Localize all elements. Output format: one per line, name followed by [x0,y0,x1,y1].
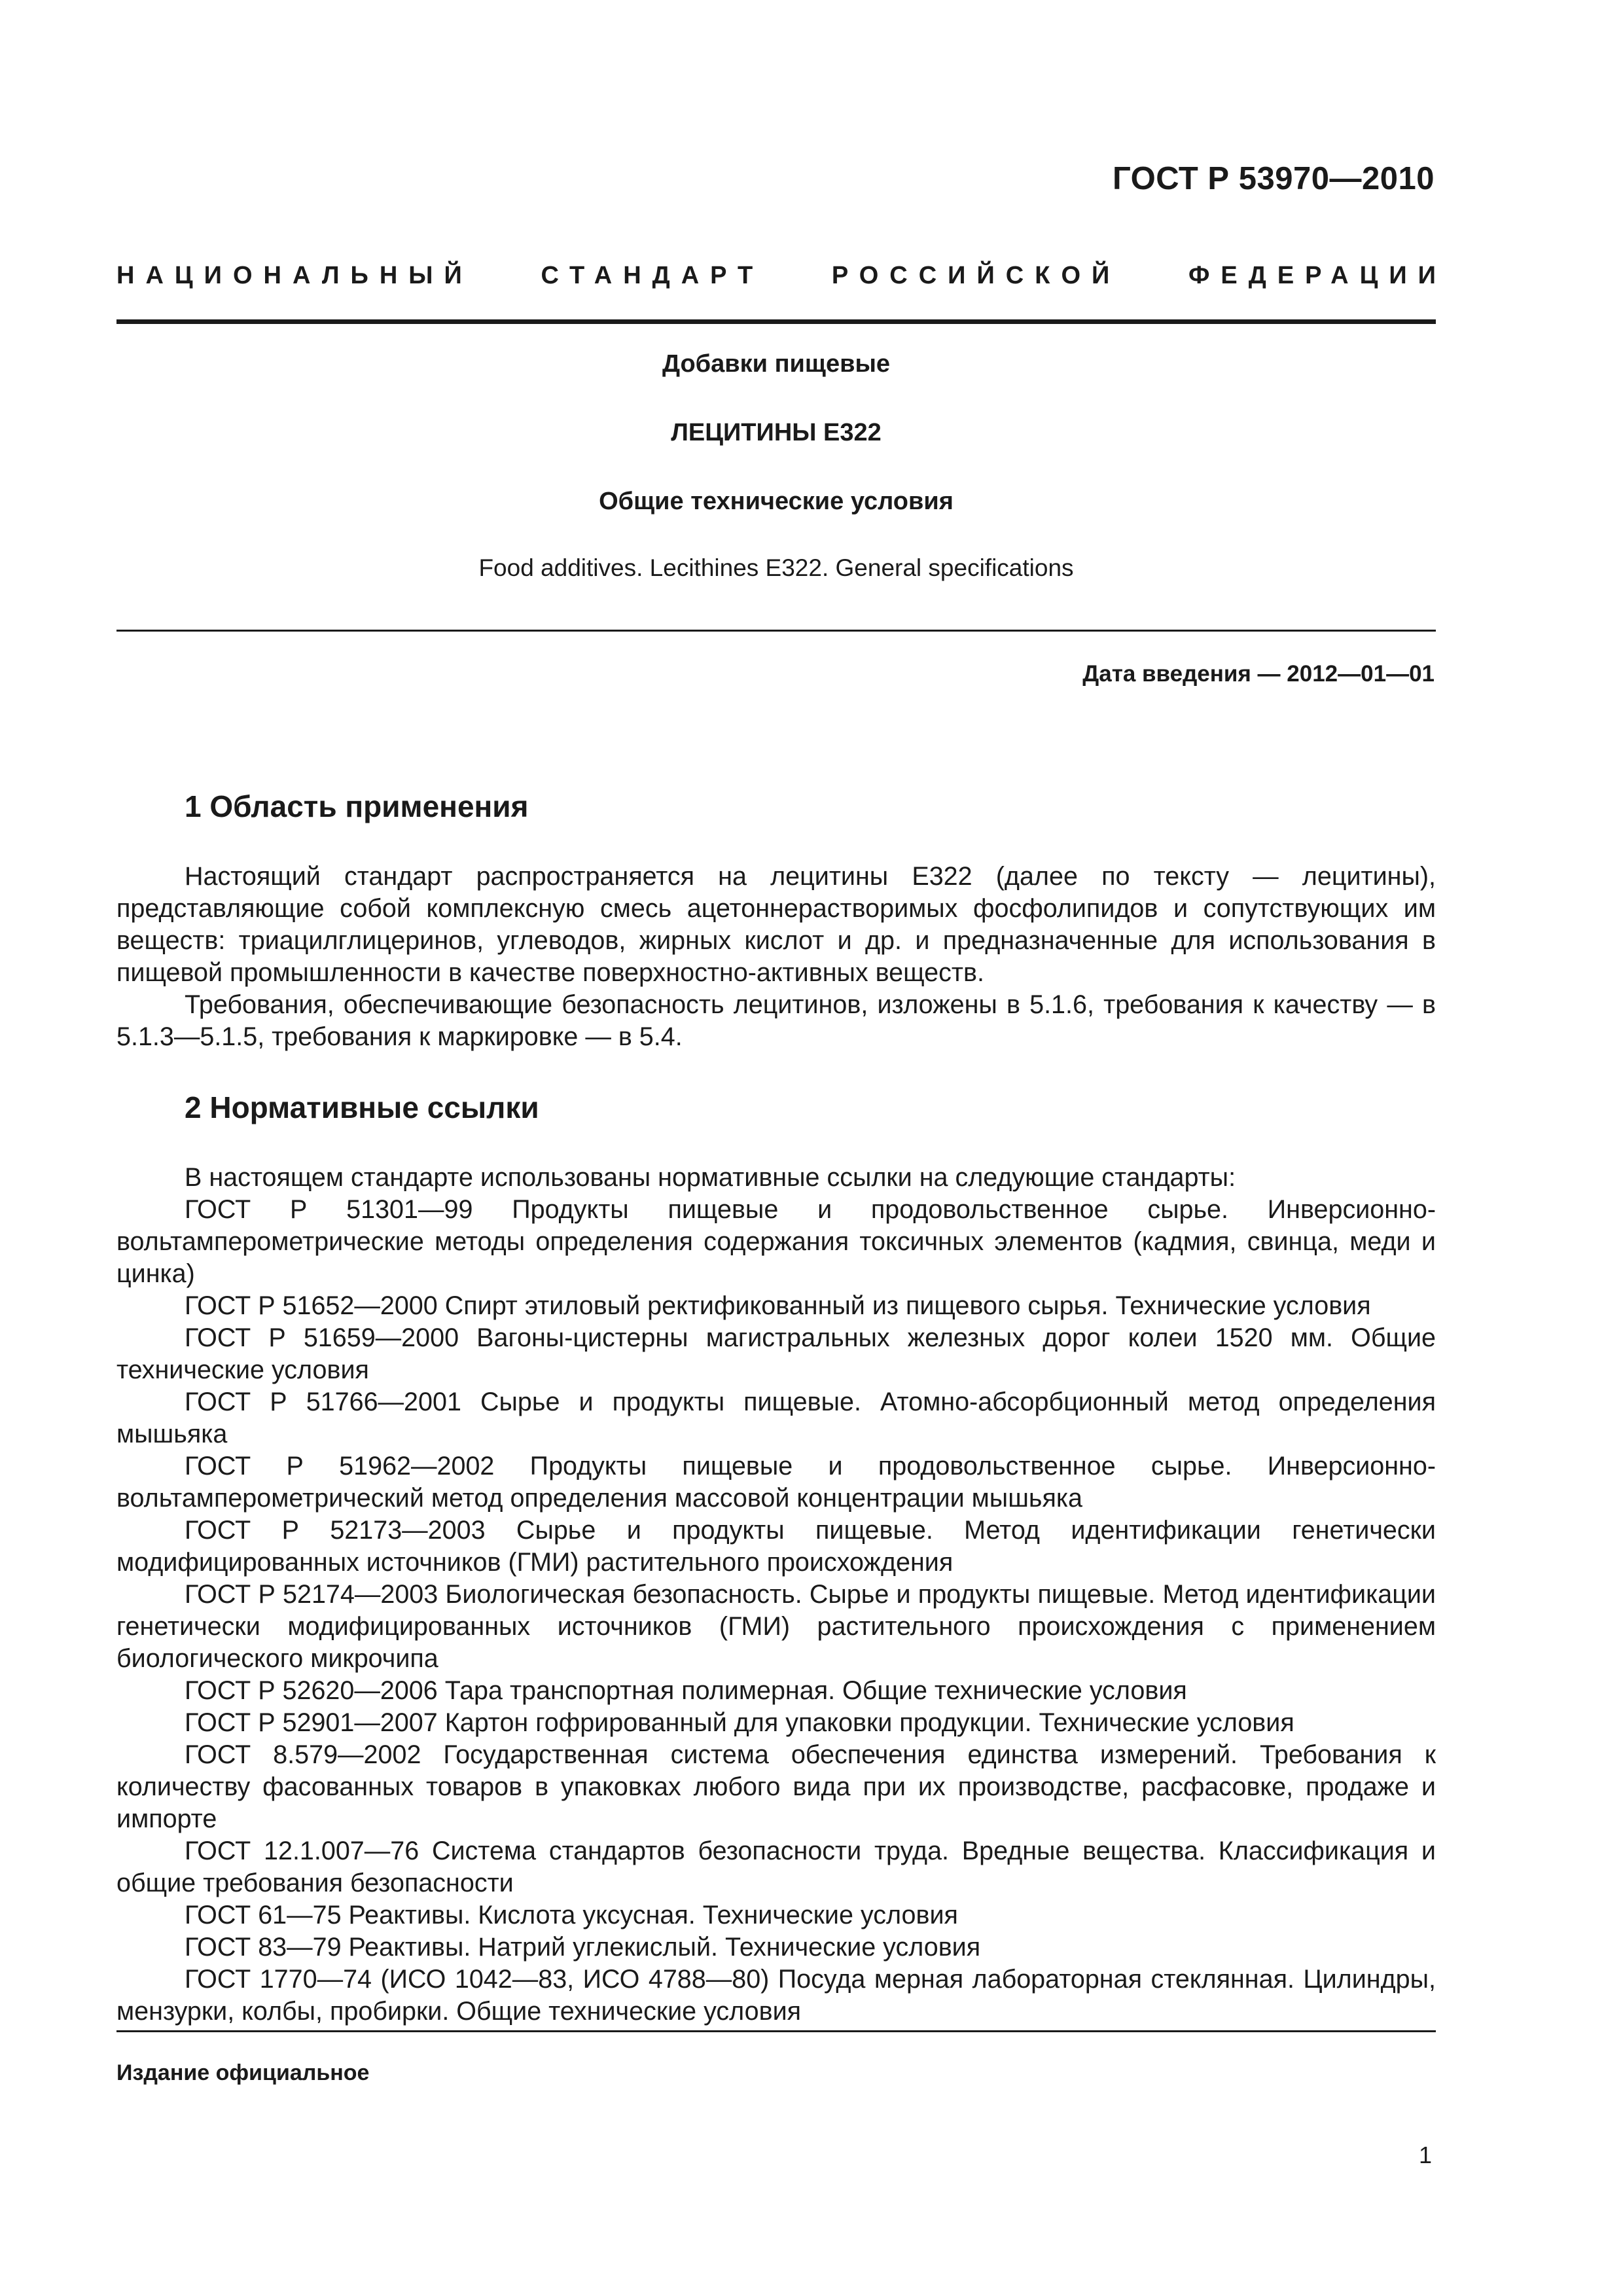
banner-word: ФЕДЕРАЦИИ [1188,262,1447,289]
reference-item: ГОСТ Р 52901—2007 Картон гофрированный для упаковки продукции. Технические условия [185,1708,1294,1737]
reference-item: ГОСТ Р 52174—2003 Биологическая безопасность. Сырье и продукты пищевые. Метод идентификации генетически модифицированных источников (ГМИ) растительного происхождения с применением биологического микрочипа [116,1580,1436,1673]
header-divider [116,319,1436,324]
reference-item: ГОСТ 1770—74 (ИСО 1042—83, ИСО 4788—80) Посуда мерная лабораторная стеклянная. Цилиндры, мензурки, колбы, пробирки. Общие технические условия [116,1965,1436,2026]
title-english: Food additives. Lecithines E322. General specifications [478,554,1074,581]
paragraph: В настоящем стандарте использованы нормативные ссылки на следующие стандарты: [185,1163,1236,1192]
title-category: Добавки пищевые [662,350,891,378]
section-1-body [116,861,1436,1053]
reference-item: ГОСТ Р 51652—2000 Спирт этиловый ректификованный из пищевого сырья. Технические условия [185,1291,1371,1320]
section-2-title: 2 Нормативные ссылки [185,1090,539,1124]
page-number: 1 [1418,2142,1432,2168]
banner-word: РОССИЙСКОЙ [831,262,1121,289]
reference-item: ГОСТ Р 52173—2003 Сырье и продукты пищевые. Метод идентификации генетически модифицированных источников (ГМИ) растительного происхождения [116,1516,1436,1577]
paragraph: Требования, обеспечивающие безопасность лецитинов, изложены в 5.1.6, требования к качеству — в 5.1.3—5.1.5, требования к маркировке — в 5.4. [116,990,1436,1051]
banner-word: НАЦИОНАЛЬНЫЙ [116,262,473,289]
title-divider [116,630,1436,632]
banner-word: СТАНДАРТ [541,262,764,289]
reference-item: ГОСТ Р 51301—99 Продукты пищевые и продовольственное сырье. Инверсионно-вольтамперометрические методы определения содержания токсичных элементов (кадмия, свинца, меди и цинка) [116,1195,1436,1288]
reference-item: ГОСТ Р 51766—2001 Сырье и продукты пищевые. Атомно-абсорбционный метод определения мышьяка [116,1388,1436,1448]
section-1-title: 1 Область применения [185,789,529,823]
reference-item: ГОСТ 61—75 Реактивы. Кислота уксусная. Технические условия [185,1901,958,1929]
paragraph: Настоящий стандарт распространяется на лецитины Е322 (далее по тексту — лецитины), представляющие собой комплексную смесь ацетоннерастворимых фосфолипидов и сопутствующих им веществ: триацилглицеринов, углеводов, жирных кислот и др. и предназначенные для использования в пищевой промышленности в качестве поверхностно-активных веществ. [116,862,1436,987]
section-2-body [116,1162,1436,2028]
reference-item: ГОСТ 8.579—2002 Государственная система обеспечения единства измерений. Требования к количеству фасованных товаров в упаковках любого вида при их производстве, расфасовке, продаже и импорте [116,1740,1436,1833]
title-subject: Общие технические условия [599,488,954,515]
national-standard-banner [116,262,1447,290]
standard-number: ГОСТ Р 53970—2010 [1112,161,1435,196]
introduction-date: Дата введения — 2012—01—01 [1082,661,1435,687]
edition-label: Издание официальное [116,2060,370,2085]
reference-item: ГОСТ Р 51962—2002 Продукты пищевые и продовольственное сырье. Инверсионно-вольтамперометрический метод определения массовой концентрации мышьяка [116,1452,1436,1513]
reference-item: ГОСТ Р 52620—2006 Тара транспортная полимерная. Общие технические условия [185,1676,1187,1705]
title-product: ЛЕЦИТИНЫ Е322 [671,419,882,446]
footer-divider [116,2030,1436,2032]
reference-item: ГОСТ Р 51659—2000 Вагоны-цистерны магистральных железных дорог колеи 1520 мм. Общие технические условия [116,1323,1436,1384]
reference-item: ГОСТ 83—79 Реактивы. Натрий углекислый. Технические условия [185,1933,981,1962]
reference-item: ГОСТ 12.1.007—76 Система стандартов безопасности труда. Вредные вещества. Классификация и общие требования безопасности [116,1837,1436,1897]
